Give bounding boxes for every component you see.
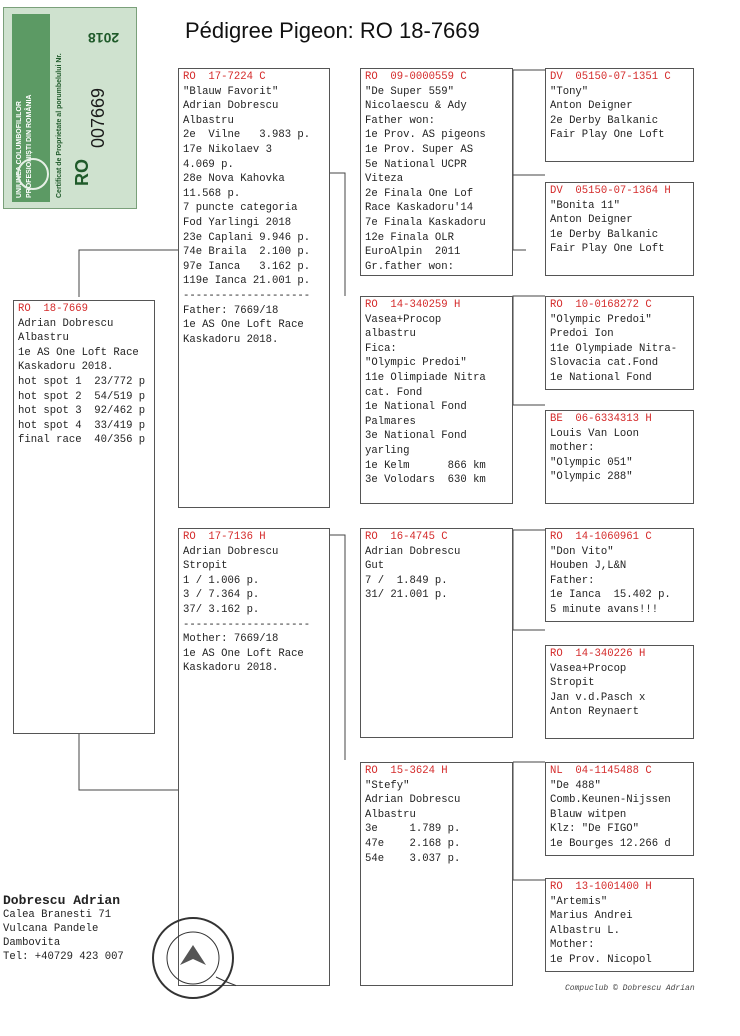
ancestor-ring: NL 04-1145488 C xyxy=(550,765,652,777)
ancestor-line: 1e Kelm 866 km xyxy=(365,459,486,472)
ancestor-line: 3e National Fond xyxy=(365,430,467,443)
ancestor-ring: RO 15-3624 H xyxy=(365,765,448,777)
ancestor-card xyxy=(545,410,694,504)
ancestor-line: 1e National Fond xyxy=(365,401,467,414)
ancestor-line: 5e National UCPR xyxy=(365,158,467,171)
ancestor-line: "Tony" xyxy=(550,85,589,98)
pigeon-line: final race 40/356 p xyxy=(18,434,146,447)
owner-address: Vulcana Pandele xyxy=(3,923,99,935)
sire-line: 7 puncte categoria xyxy=(183,202,298,215)
ancestor-card xyxy=(545,645,694,739)
ancestor-line: "Stefy" xyxy=(365,779,410,792)
ancestor-card xyxy=(360,296,513,504)
pigeon-line: hot spot 4 33/419 p xyxy=(18,419,146,432)
ancestor-line: albastru xyxy=(365,328,416,341)
ancestor-line: 7 / 1.849 p. xyxy=(365,574,448,587)
ancestor-line: 1e Derby Balkanic xyxy=(550,228,659,241)
ancestor-card xyxy=(545,182,694,276)
sire-card xyxy=(178,68,330,508)
ancestor-card xyxy=(545,68,694,162)
ancestor-line: Vasea+Procop xyxy=(550,662,627,675)
ancestor-line: 47e 2.168 p. xyxy=(365,837,461,850)
sire-line: 2e Vilne 3.983 p. xyxy=(183,129,311,142)
owner-block xyxy=(3,894,124,964)
ancestor-line: Comb.Keunen-Nijssen xyxy=(550,794,671,807)
ancestor-line: 1e Prov. AS pigeons xyxy=(365,129,486,142)
dam-line: Mother: 7669/18 xyxy=(183,633,279,646)
ancestor-line: Father: xyxy=(550,574,595,587)
ancestor-line: 54e 3.037 p. xyxy=(365,852,461,865)
ancestor-line: 1e Prov. Super AS xyxy=(365,143,474,156)
owner-phone: Tel: +40729 423 007 xyxy=(3,951,124,963)
owner-address: Dambovita xyxy=(3,937,61,949)
ancestor-ring: DV 05150-07-1364 H xyxy=(550,185,671,197)
ancestor-line: "Olympic 051" xyxy=(550,456,633,469)
ancestor-line: 5 minute avans!!! xyxy=(550,603,659,616)
ancestor-card xyxy=(545,762,694,856)
ancestor-line: Adrian Dobrescu xyxy=(365,794,461,807)
ancestor-line: EuroAlpin 2011 xyxy=(365,246,461,259)
ancestor-ring: RO 14-340226 H xyxy=(550,648,646,660)
certificate-number: 007669 xyxy=(88,87,108,148)
ancestor-line: 11e Olimpiade Nitra xyxy=(365,371,486,384)
ancestor-line: Anton Reynaert xyxy=(550,706,640,719)
pigeon-line: hot spot 2 54/519 p xyxy=(18,390,146,403)
ancestor-ring: RO 10-0168272 C xyxy=(550,299,652,311)
footer-credit: Compuclub © Dobrescu Adrian xyxy=(565,984,695,993)
certificate-org-line2: PROFESIONIȘTI DIN ROMÂNIA xyxy=(26,94,33,198)
ancestor-line: Houben J,L&N xyxy=(550,560,627,573)
dam-line: 1 / 1.006 p. xyxy=(183,574,260,587)
ancestor-line: Stropit xyxy=(550,677,595,690)
pigeon-line: hot spot 1 23/772 p xyxy=(18,375,146,388)
sire-line: 23e Caplani 9.946 p. xyxy=(183,231,311,244)
certificate-label: Certificat de Proprietate al porumbelului Nr. xyxy=(56,53,63,198)
ancestor-line: Gut xyxy=(365,560,385,573)
pigeon-line: Albastru xyxy=(18,332,69,345)
ancestor-line: Palmares xyxy=(365,415,416,428)
ancestor-line: 2e Derby Balkanic xyxy=(550,114,659,127)
sire-line: Father: 7669/18 xyxy=(183,304,279,317)
dam-line: 37/ 3.162 p. xyxy=(183,603,260,616)
owner-address: Calea Branesti 71 xyxy=(3,909,112,921)
ancestor-line: cat. Fond xyxy=(365,386,423,399)
ancestor-line: Anton Deigner xyxy=(550,100,633,113)
ancestor-line: 1e Bourges 12.266 d xyxy=(550,837,671,850)
ancestor-line: yarling xyxy=(365,444,410,457)
ancestor-ring: DV 05150-07-1351 C xyxy=(550,71,671,83)
pigeon-card xyxy=(13,300,155,734)
ancestor-ring: RO 14-1060961 C xyxy=(550,531,652,543)
ancestor-line: 11e Olympiade Nitra- xyxy=(550,342,678,355)
dam-line: -------------------- xyxy=(183,618,311,631)
sire-line: 11.568 p. xyxy=(183,187,241,200)
ancestor-line: 31/ 21.001 p. xyxy=(365,589,448,602)
dam-ring: RO 17-7136 H xyxy=(183,531,266,543)
ancestor-line: Blauw witpen xyxy=(550,808,627,821)
ancestor-line: Fair Play One Loft xyxy=(550,243,665,256)
ancestor-line: 1e National Fond xyxy=(550,371,652,384)
page-title: Pédigree Pigeon: RO 18-7669 xyxy=(185,18,480,43)
sire-line: 97e Ianca 3.162 p. xyxy=(183,260,311,273)
ancestor-line: 2e Finala One Lof xyxy=(365,187,474,200)
ancestor-line: 3e Volodars 630 km xyxy=(365,474,486,487)
ancestor-line: Race Kaskadoru'14 xyxy=(365,202,474,215)
ancestor-line: 3e 1.789 p. xyxy=(365,823,461,836)
sire-line: 74e Braila 2.100 p. xyxy=(183,246,311,259)
ancestor-line: Mother: xyxy=(550,939,595,952)
ancestor-line: Vasea+Procop xyxy=(365,313,442,326)
pigeon-line: Adrian Dobrescu xyxy=(18,317,114,330)
pigeon-line: 1e AS One Loft Race xyxy=(18,346,139,359)
ancestor-line: "Olympic Predoi" xyxy=(365,357,467,370)
sire-line: "Blauw Favorit" xyxy=(183,85,279,98)
ancestor-line: Gr.father won: xyxy=(365,260,455,273)
dam-line: 1e AS One Loft Race xyxy=(183,647,304,660)
ancestor-line: Father won: xyxy=(365,114,435,127)
sire-line: 4.069 p. xyxy=(183,158,234,171)
ancestor-line: 12e Finala OLR xyxy=(365,231,455,244)
dam-line: Adrian Dobrescu xyxy=(183,545,279,558)
ancestor-line: "Bonita 11" xyxy=(550,199,620,212)
certificate-org-line1: UNIUNEA COLUMBOFILILOR xyxy=(16,101,23,198)
owner-name: Dobrescu Adrian xyxy=(3,893,121,908)
ancestor-card xyxy=(545,296,694,390)
dam-line: 3 / 7.364 p. xyxy=(183,589,260,602)
ancestor-line: Adrian Dobrescu xyxy=(365,545,461,558)
ancestor-line: Marius Andrei xyxy=(550,910,633,923)
ancestor-line: Albastru xyxy=(365,808,416,821)
sire-line: Kaskadoru 2018. xyxy=(183,333,279,346)
ancestor-line: Fair Play One Loft xyxy=(550,129,665,142)
ancestor-ring: BE 06-6334313 H xyxy=(550,413,652,425)
ancestor-line: "De 488" xyxy=(550,779,601,792)
sire-line: Albastru xyxy=(183,114,234,127)
pigeon-line: hot spot 3 92/462 p xyxy=(18,405,146,418)
sire-line: 1e AS One Loft Race xyxy=(183,319,304,332)
pigeon-ring: RO 18-7669 xyxy=(18,303,88,315)
pigeon-line: Kaskadoru 2018. xyxy=(18,361,114,374)
ancestor-line: Louis Van Loon xyxy=(550,427,640,440)
ancestor-line: Slovacia cat.Fond xyxy=(550,357,659,370)
ancestor-line: Predoi Ion xyxy=(550,328,614,341)
sire-line: -------------------- xyxy=(183,289,311,302)
ancestor-card xyxy=(545,878,694,972)
certificate-year: 2018 xyxy=(88,30,120,46)
ancestor-ring: RO 14-340259 H xyxy=(365,299,461,311)
certificate-country: RO xyxy=(72,159,92,186)
ancestor-line: Jan v.d.Pasch x xyxy=(550,691,646,704)
ancestor-line: "Olympic 288" xyxy=(550,471,633,484)
ancestor-line: Albastru L. xyxy=(550,924,620,937)
sire-ring: RO 17-7224 C xyxy=(183,71,266,83)
ancestor-card xyxy=(360,528,513,738)
ancestor-ring: RO 16-4745 C xyxy=(365,531,448,543)
owner-stamp xyxy=(150,915,236,1001)
ancestor-ring: RO 13-1001400 H xyxy=(550,881,652,893)
ancestor-line: "Don Vito" xyxy=(550,545,614,558)
ancestor-line: Viteza xyxy=(365,173,404,186)
sire-line: 28e Nova Kahovka xyxy=(183,173,285,186)
ancestor-line: 1e Ianca 15.402 p. xyxy=(550,589,671,602)
pigeon-stamp-icon xyxy=(180,945,206,965)
ancestor-line: 7e Finala Kaskadoru xyxy=(365,216,486,229)
ancestor-card xyxy=(545,528,694,622)
ancestor-line: mother: xyxy=(550,442,595,455)
ancestor-card xyxy=(360,68,513,276)
ancestor-card xyxy=(360,762,513,986)
ancestor-line: 1e Prov. Nicopol xyxy=(550,953,652,966)
ancestor-ring: RO 09-0000559 C xyxy=(365,71,467,83)
ancestor-line: "Artemis" xyxy=(550,895,608,908)
dam-line: Stropit xyxy=(183,560,228,573)
ancestor-line: "De Super 559" xyxy=(365,85,455,98)
ancestor-line: Anton Deigner xyxy=(550,214,633,227)
sire-line: Adrian Dobrescu xyxy=(183,100,279,113)
ancestor-line: Fica: xyxy=(365,342,397,355)
sire-line: Fod Yarlingi 2018 xyxy=(183,216,292,229)
dam-line: Kaskadoru 2018. xyxy=(183,662,279,675)
sire-line: 119e Ianca 21.001 p. xyxy=(183,275,311,288)
ancestor-line: Klz: "De FIGO" xyxy=(550,823,640,836)
ancestor-line: Nicolaescu & Ady xyxy=(365,100,467,113)
ancestor-line: "Olympic Predoi" xyxy=(550,313,652,326)
sire-line: 17e Nikolaev 3 xyxy=(183,143,273,156)
